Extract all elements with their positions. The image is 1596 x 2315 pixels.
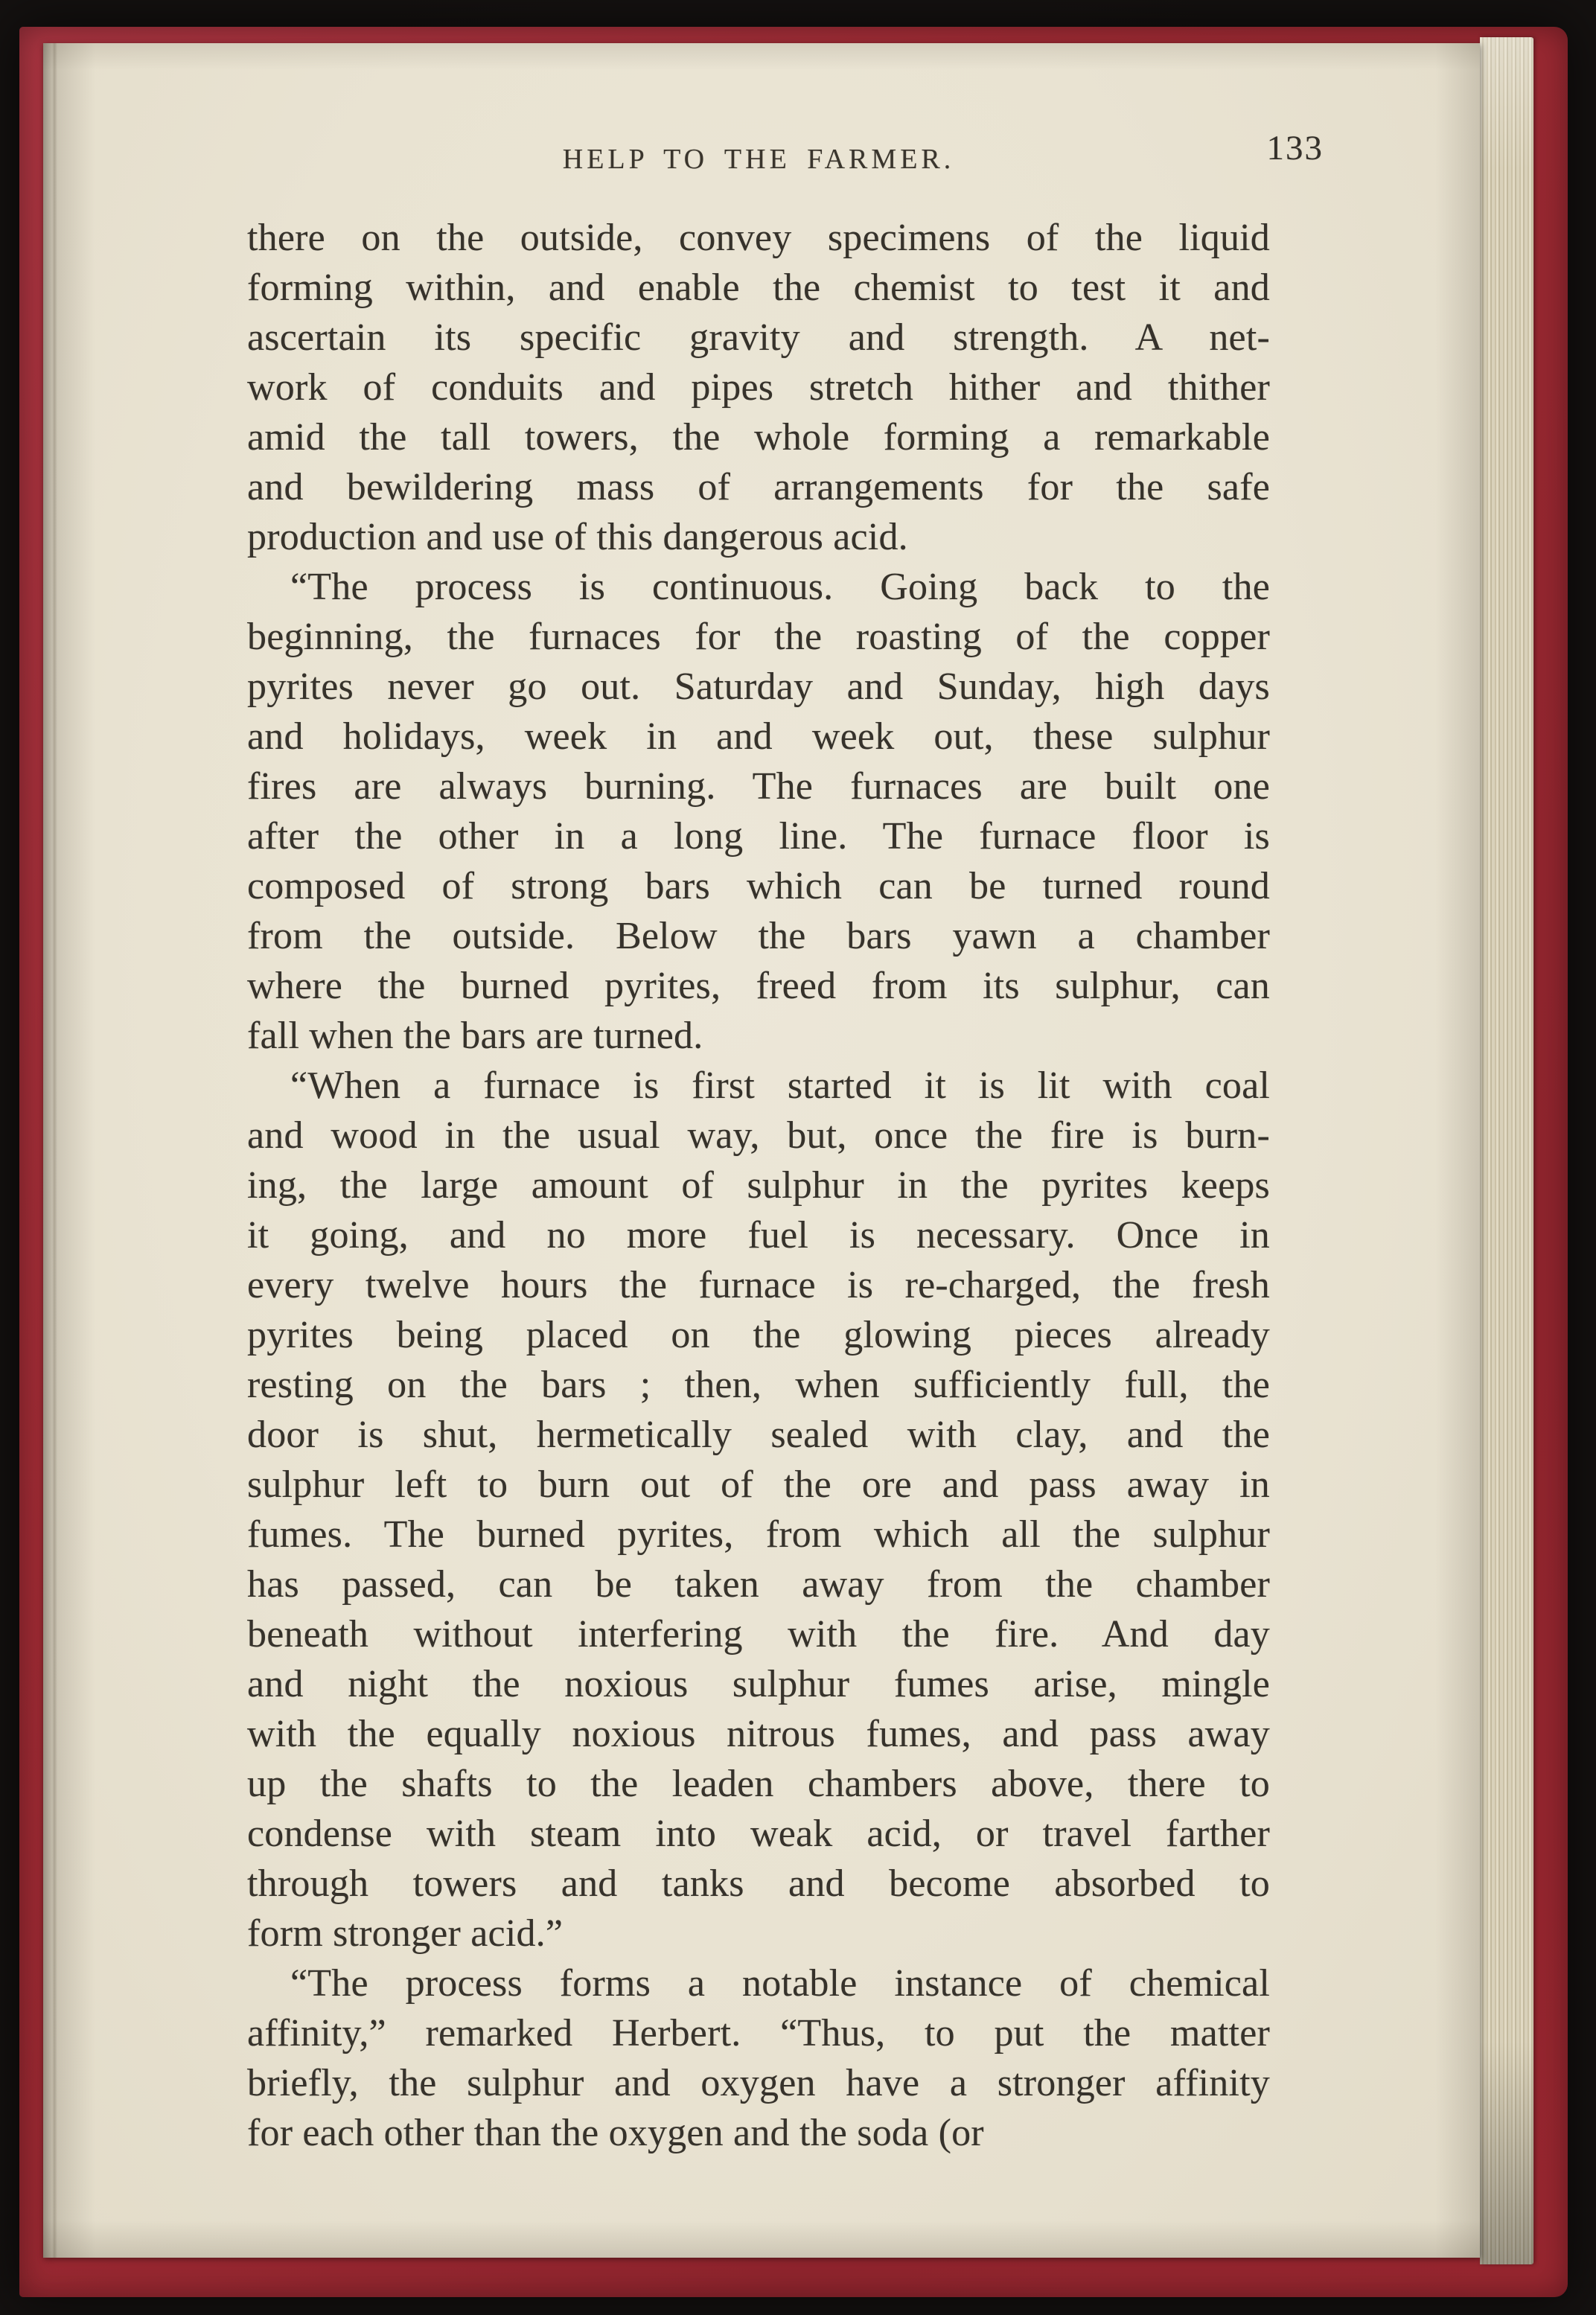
text-line: fall when the bars are turned.	[247, 1015, 703, 1057]
paragraph	[247, 562, 1270, 1061]
text-line: door is shut, hermetically sealed with clay, and the	[247, 1414, 1270, 1456]
text-line: and wood in the usual way, but, once the fire is burn-	[247, 1114, 1270, 1157]
text-line: beneath without interfering with the fire. And day	[247, 1613, 1270, 1655]
text-line: from the outside. Below the bars yawn a chamber	[247, 915, 1270, 957]
paragraph	[247, 1061, 1270, 1958]
text-line: “The process is continuous. Going back to the	[290, 566, 1270, 608]
text-line: pyrites never go out. Saturday and Sunday, high days	[247, 665, 1270, 708]
text-line: production and use of this dangerous acid.	[247, 516, 908, 558]
text-line: after the other in a long line. The furnace floor is	[247, 815, 1270, 858]
text-line: condense with steam into weak acid, or travel farther	[247, 1813, 1270, 1855]
text-line: every twelve hours the furnace is re-charged, the fresh	[247, 1264, 1270, 1306]
text-line: where the burned pyrites, freed from its sulphur, can	[247, 965, 1270, 1007]
text-line: beginning, the furnaces for the roasting of the copper	[247, 616, 1270, 658]
page-content	[247, 129, 1324, 2158]
text-line: resting on the bars ; then, when sufficiently full, the	[247, 1364, 1270, 1406]
text-line: fires are always burning. The furnaces are built one	[247, 765, 1270, 808]
text-line: ascertain its specific gravity and strength. A net-	[247, 316, 1270, 359]
text-line: form stronger acid.”	[247, 1912, 564, 1955]
text-line: up the shafts to the leaden chambers above, there to	[247, 1763, 1270, 1805]
text-line: work of conduits and pipes stretch hither and thither	[247, 366, 1270, 409]
text-line: fumes. The burned pyrites, from which all the sulphur	[247, 1513, 1270, 1556]
text-line: and holidays, week in and week out, these sulphur	[247, 715, 1270, 758]
text-line: has passed, can be taken away from the chamber	[247, 1563, 1270, 1606]
text-line: for each other than the oxygen and the soda (or	[247, 2112, 984, 2154]
text-line: there on the outside, convey specimens of the liquid	[247, 217, 1270, 259]
text-line: briefly, the sulphur and oxygen have a stronger affinity	[247, 2062, 1270, 2104]
page-edges	[1480, 37, 1533, 2264]
page-text	[247, 213, 1270, 2158]
text-line: amid the tall towers, the whole forming a remarkable	[247, 416, 1270, 459]
text-line: affinity,” remarked Herbert. “Thus, to put the matter	[247, 2012, 1270, 2054]
text-line: it going, and no more fuel is necessary. Once in	[247, 1214, 1270, 1257]
paragraph	[247, 213, 1270, 562]
text-line: composed of strong bars which can be turned round	[247, 865, 1270, 907]
running-title: HELP TO THE FARMER.	[562, 144, 955, 175]
text-line: through towers and tanks and become absorbed to	[247, 1862, 1270, 1905]
text-line: and night the noxious sulphur fumes arise, mingle	[247, 1663, 1270, 1705]
text-line: ing, the large amount of sulphur in the pyrites keeps	[247, 1164, 1270, 1207]
text-line: “When a furnace is first started it is lit with coal	[290, 1064, 1270, 1107]
book-page	[43, 43, 1480, 2258]
text-line: sulphur left to burn out of the ore and pass away in	[247, 1463, 1270, 1506]
text-line: and bewildering mass of arrangements for the safe	[247, 466, 1270, 508]
text-line: forming within, and enable the chemist to test it and	[247, 266, 1270, 309]
paragraph	[247, 1958, 1270, 2158]
page-number: 133	[1266, 129, 1324, 167]
page-header	[247, 129, 1324, 179]
text-line: with the equally noxious nitrous fumes, and pass away	[247, 1713, 1270, 1755]
text-line: pyrites being placed on the glowing pieces already	[247, 1314, 1270, 1356]
book-cover	[19, 27, 1568, 2297]
text-line: “The process forms a notable instance of chemical	[290, 1962, 1270, 2005]
